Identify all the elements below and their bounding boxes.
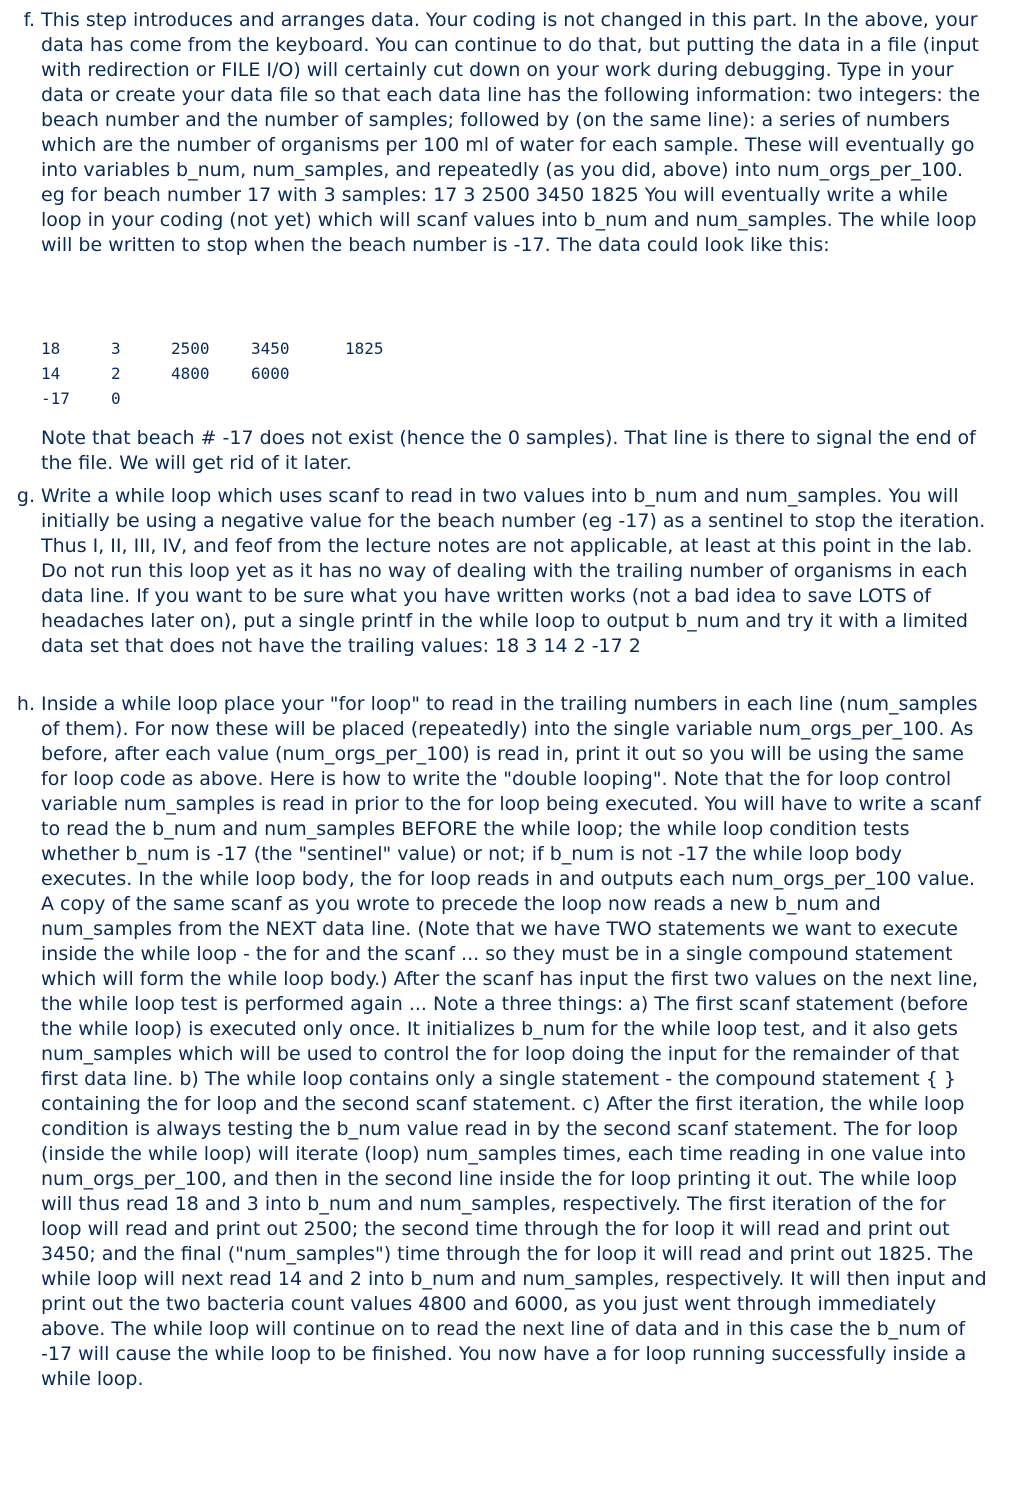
data-cell (345, 361, 425, 386)
step-f-text: This step introduces and arranges data. Your coding is not changed in this part. In the above, your data has come from the keyboard. You can continue to do that, but putting the data in a file (input with redirection or FILE I/O) will certainly cut down on your work during debugging. Type in your data or create your data file so that each data line has the following information: two integers: the beach number and the number of samples; followed by (on the same line): a series of numbers which are the number of organisms per 100 ml of water for each sample. These will eventually go into variables b_num, num_samples, and repeatedly (as you did, above) into num_orgs_per_100. eg for beach number 17 with 3 samples: 17 3 2500 3450 1825 You will eventually write a while loop in your coding (not yet) which will scanf values into b_num and num_samples. The while loop will be written to stop when the beach number is -17. The data could look like this: (41, 9, 981, 256)
data-cell: 2500 (171, 339, 210, 358)
step-h-marker: h. (16, 693, 35, 715)
data-cell: 1825 (345, 339, 384, 358)
step-g (16, 484, 991, 659)
step-h-text: Inside a while loop place your "for loop" to read in the trailing numbers in each line (num_samples of them). For now these will be placed (repeatedly) into the single variable num_orgs_per_100. As before, after each value (num_orgs_per_100) is read in, print it out so you will be using the same for loop code as above. Here is how to write the "double looping". Note that the for loop control variable num_samples is read in prior to the for loop being executed. You will have to write a scanf to read the b_num and num_samples BEFORE the while loop; the while loop condition tests whether b_num is -17 (the "sentinel" value) or not; if b_num is not -17 the while loop body executes. In the while loop body, the for loop reads in and outputs each num_orgs_per_100 value. A copy of the same scanf as you wrote to precede the loop now reads a new b_num and num_samples from the NEXT data line. (Note that we have TWO statements we want to execute inside the while loop - the for and the scanf ... so they must be in a single compound statement which will form the while loop body.) After the scanf has input the first two values on the next line, the while loop test is performed again ... Note a three things: a) The first scanf statement (before the while loop) is executed only once. It initializes b_num for the while loop test, and it also gets num_samples which will be used to control the for loop doing the input for the remainder of that first data line. b) The while loop contains only a single statement - the compound statement { } containing the for loop and the second scanf statement. c) After the first iteration, the while loop condition is always testing the b_num value read in by the second scanf statement. The for loop (inside the while loop) will iterate (loop) num_samples times, each time reading in one value into num_orgs_per_100, and then in the second line inside the for loop printing it out. The while loop will thus read 18 and 3 into b_num and num_samples, respectively. The first iteration of the for loop will read and print out 2500; the second time through the for loop it will read and print out 3450; and the final ("num_samples") time through the for loop it will read and print out 1825. The while loop will next read 14 and 2 into b_num and num_samples, respectively. It will then input and print out the two bacteria count values 4800 and 6000, as you just went through immediately above. The while loop will continue on to read the next line of data and in this case the b_num of -17 will cause the while loop to be finished. You now have a for loop running successfully inside a while loop. (41, 693, 987, 1390)
data-row (41, 386, 425, 411)
data-cell: 4800 (171, 364, 210, 383)
data-cell: 3 (111, 339, 121, 358)
data-cell (171, 386, 251, 411)
step-f (23, 8, 991, 474)
data-cell: 6000 (251, 364, 290, 383)
data-cell (345, 386, 425, 411)
data-row (41, 336, 425, 361)
data-row (41, 361, 425, 386)
data-cell (251, 386, 345, 411)
step-g-marker: g. (16, 485, 35, 507)
step-h (16, 692, 991, 1392)
sample-data-table (41, 336, 425, 411)
data-cell: 18 (41, 339, 61, 358)
data-cell: 0 (111, 389, 121, 408)
data-cell: -17 (41, 389, 70, 408)
step-f-note: Note that beach # -17 does not exist (hence the 0 samples). That line is there to signal the end of the file. We will get rid of it later. (41, 427, 976, 474)
data-cell: 3450 (251, 339, 290, 358)
step-f-marker: f. (23, 9, 35, 31)
data-cell: 2 (111, 364, 121, 383)
step-g-text: Write a while loop which uses scanf to read in two values into b_num and num_samples. You will initially be using a negative value for the beach number (eg -17) as a sentinel to stop the iteration. Thus I, II, III, IV, and feof from the lecture notes are not applicable, at least at this point in the lab. Do not run this loop yet as it has no way of dealing with the trailing number of organisms in each data line. If you want to be sure what you have written works (not a bad idea to save LOTS of headaches later on), put a single printf in the while loop to output b_num and try it with a limited data set that does not have the trailing values: 18 3 14 2 -17 2 (41, 485, 986, 657)
data-cell: 14 (41, 364, 61, 383)
